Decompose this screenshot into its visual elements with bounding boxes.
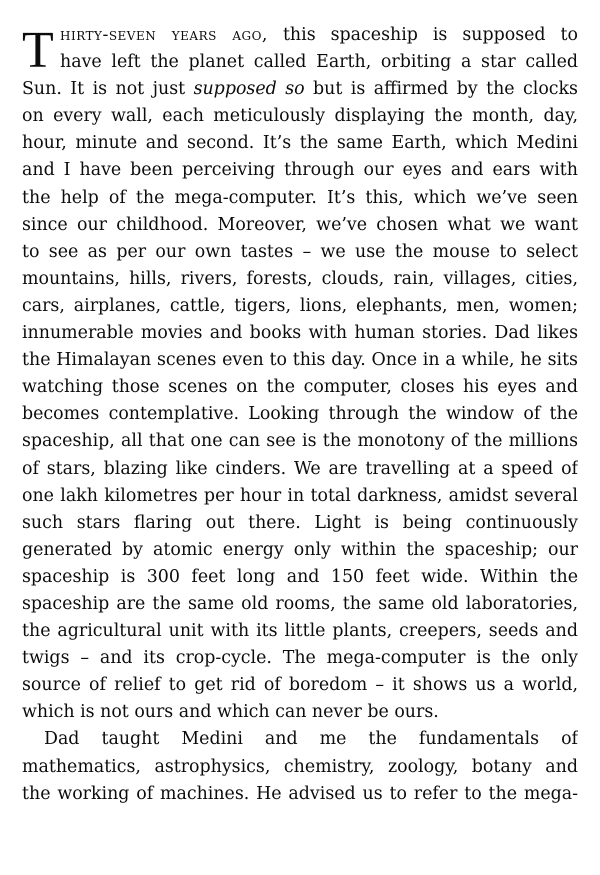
text-line: generated by atomic energy only within the spaceship; our xyxy=(22,539,578,560)
text-line: source of relief to get rid of boredom – it shows us a world, xyxy=(22,675,578,696)
text-line: cars, airplanes, cattle, tigers, lions, elephants, men, women; xyxy=(22,295,578,316)
text-line: spaceship, all that one can see is the monotony of the millions xyxy=(22,431,578,452)
text-line: have left the planet called Earth, orbiting a star called xyxy=(60,52,578,73)
emphasis-text: supposed so xyxy=(193,79,305,100)
text-line: hour, minute and second. It’s the same Earth, which Medini xyxy=(22,133,578,154)
text-line: to see as per our own tastes – we use the mouse to select xyxy=(22,241,578,262)
line-text: Sun. It is not just xyxy=(22,79,194,100)
text-line: which is not ours and which can never be ours. xyxy=(22,702,439,723)
text-line: since our childhood. Moreover, we’ve chosen what we want xyxy=(22,214,578,235)
text-line: of stars, blazing like cinders. We are travelling at a speed of xyxy=(22,458,578,479)
text-line: Dad taught Medini and me the fundamentals of xyxy=(44,729,578,750)
text-line: watching those scenes on the computer, closes his eyes and xyxy=(22,377,578,398)
drop-cap: T xyxy=(22,22,54,79)
text-line: spaceship is 300 feet long and 150 feet wide. Within the xyxy=(22,566,578,587)
text-line xyxy=(22,22,578,49)
text-line: such stars flaring out there. Light is being continuously xyxy=(22,512,578,533)
text-line: the help of the mega-computer. It’s this, which we’ve seen xyxy=(22,187,578,208)
line-text: but is affirmed by the clocks xyxy=(304,79,578,100)
text-line: becomes contemplative. Looking through the window of the xyxy=(22,404,578,425)
text-line: mathematics, astrophysics, chemistry, zoology, botany and xyxy=(22,756,578,777)
text-line: the working of machines. He advised us to refer to the mega- xyxy=(22,783,578,804)
text-line: mountains, hills, rivers, forests, clouds, rain, villages, cities, xyxy=(22,268,578,289)
paragraph-1 xyxy=(22,22,578,726)
text-line: the agricultural unit with its little plants, creepers, seeds and xyxy=(22,621,578,642)
text-line: spaceship are the same old rooms, the same old laboratories, xyxy=(22,593,578,614)
text-line: twigs – and its crop-cycle. The mega-computer is the only xyxy=(22,648,578,669)
text-line xyxy=(22,76,578,103)
text-line: innumerable movies and books with human stories. Dad likes xyxy=(22,323,578,344)
text-line: and I have been perceiving through our eyes and ears with xyxy=(22,160,578,181)
text-line: one lakh kilometres per hour in total darkness, amidst several xyxy=(22,485,578,506)
book-page xyxy=(22,22,578,808)
lead-smallcaps: hirty-seven years ago, xyxy=(60,25,268,45)
line-text: this spaceship is supposed to xyxy=(267,25,578,45)
paragraph-2 xyxy=(22,726,578,807)
text-line: the Himalayan scenes even to this day. Once in a while, he sits xyxy=(22,350,578,371)
text-line: on every wall, each meticulously displaying the month, day, xyxy=(22,106,578,127)
